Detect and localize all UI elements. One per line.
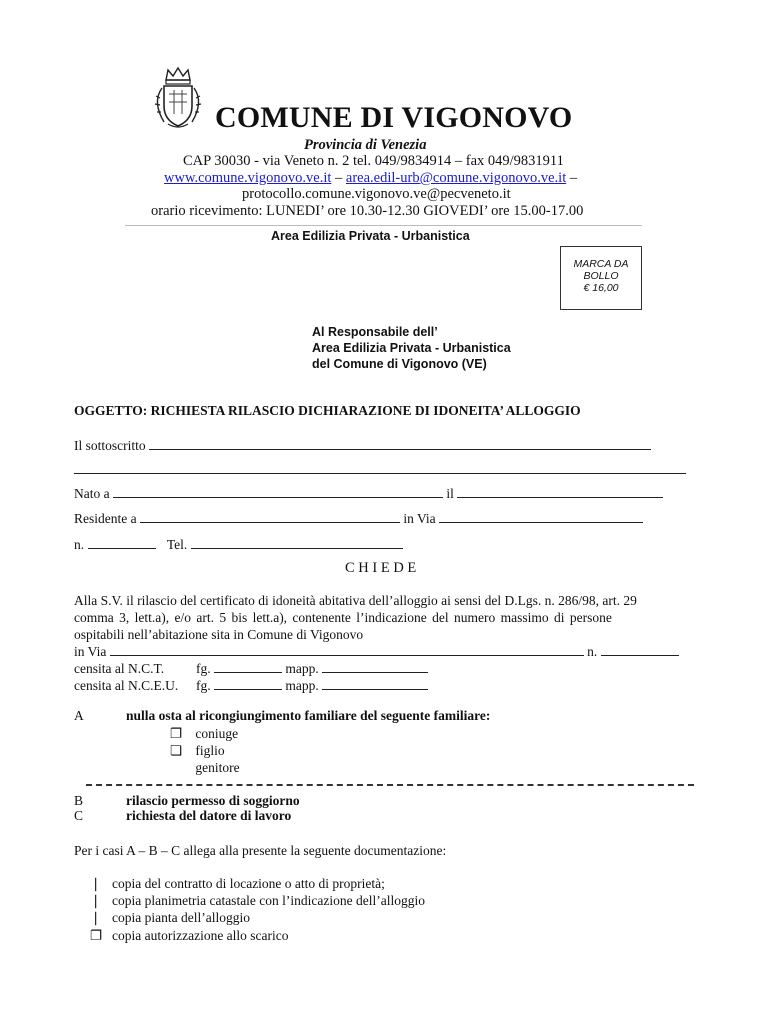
checkbox-icon[interactable]: ❏ (170, 743, 183, 758)
field-label: mapp. (285, 661, 319, 676)
option-a-choice[interactable] (170, 743, 225, 759)
stamp-line: BOLLO (583, 270, 619, 282)
option-b-letter: B (74, 793, 84, 808)
stamp-line: MARCA DA (573, 258, 629, 270)
request-heading: C H I E D E (345, 560, 417, 576)
field-label: il (446, 486, 454, 501)
checkbox-icon[interactable]: ❘ (90, 910, 102, 925)
residence-street-field[interactable] (439, 510, 643, 523)
stamp-line: € 16,00 (583, 282, 619, 294)
option-c-label: richiesta del datore di lavoro (126, 808, 292, 823)
email-link[interactable]: area.edil-urb@comune.vigonovo.ve.it (345, 170, 567, 186)
choice-label: coniuge (195, 726, 239, 741)
attachment-item[interactable] (90, 910, 250, 926)
attachment-item[interactable] (90, 928, 289, 944)
option-a-choice[interactable] (170, 760, 240, 776)
field-label: Tel. (166, 537, 188, 552)
residence-city-field[interactable] (140, 510, 400, 523)
checkbox-icon[interactable]: ❘ (90, 876, 102, 891)
attachment-item[interactable] (90, 893, 425, 909)
nct-row (74, 660, 428, 677)
undersigned-row (74, 437, 651, 454)
field-label: censita al N.C.T. (74, 661, 165, 676)
attachment-label: copia autorizzazione allo scarico (112, 928, 289, 943)
body-line: ospitabili nell’abitazione sita in Comune di Vigonovo (74, 627, 364, 642)
option-a-choice[interactable] (170, 726, 238, 742)
checkbox-icon[interactable]: ❐ (170, 726, 183, 741)
field-label: fg. (196, 678, 211, 693)
field-label: n. (74, 537, 85, 552)
nct-parcel-field[interactable] (322, 660, 428, 673)
residence-row (74, 510, 643, 527)
contact-line (164, 170, 577, 187)
field-label: censita al N.C.E.U. (74, 678, 179, 693)
field-label: mapp. (285, 678, 319, 693)
choice-label: genitore (195, 760, 240, 775)
nceu-parcel-field[interactable] (322, 677, 428, 690)
property-street-field[interactable] (110, 643, 584, 656)
birth-row (74, 485, 663, 502)
body-line: Alla S.V. il rilascio del certificato di idoneità abitativa dell’alloggio ai sensi del D.Lgs. n. 286/98, art. 29 (74, 593, 637, 608)
field-label: n. (587, 644, 598, 659)
body-paragraph (74, 592, 637, 643)
property-number-field[interactable] (601, 643, 679, 656)
house-number-field[interactable] (88, 536, 156, 549)
header-divider (125, 225, 642, 226)
page-title: COMUNE DI VIGONOVO (215, 101, 573, 134)
field-label: Nato a (74, 486, 110, 501)
choice-label: figlio (195, 743, 225, 758)
recipient-block (312, 324, 511, 372)
attachment-item[interactable] (90, 876, 385, 892)
address-line: CAP 30030 - via Veneto n. 2 tel. 049/9834914 – fax 049/9831911 (183, 153, 564, 169)
attachment-label: copia del contratto di locazione o atto di proprietà; (112, 876, 385, 891)
website-link[interactable]: www.comune.vigonovo.ve.it (164, 170, 332, 186)
birthplace-field[interactable] (113, 485, 443, 498)
option-b-label: rilascio permesso di soggiorno (126, 793, 300, 808)
subject-line: OGGETTO: RICHIESTA RILASCIO DICHIARAZIONE DI IDONEITA’ ALLOGGIO (74, 403, 581, 418)
attachments-intro: Per i casi A – B – C allega alla presente la seguente documentazione: (74, 843, 447, 858)
birthdate-field[interactable] (457, 485, 663, 498)
field-label: Il sottoscritto (74, 438, 146, 453)
office-hours: orario ricevimento: LUNEDI’ ore 10.30-12.30 GIOVEDI’ ore 15.00-17.00 (151, 203, 584, 219)
field-label: in Via (403, 511, 436, 526)
nceu-sheet-field[interactable] (214, 677, 282, 690)
field-label: fg. (196, 661, 211, 676)
undersigned-field-continuation[interactable] (74, 473, 686, 474)
option-a-letter: A (74, 708, 84, 723)
pec-address: protocollo.comune.vigonovo.ve@pecveneto.it (242, 186, 511, 202)
recipient-line: del Comune di Vigonovo (VE) (312, 357, 487, 371)
department-label: Area Edilizia Privata - Urbanistica (271, 229, 470, 243)
number-phone-row (74, 536, 403, 553)
separator: – (331, 170, 346, 186)
separator: – (566, 170, 578, 186)
undersigned-field[interactable] (149, 437, 651, 450)
dashed-divider (86, 784, 694, 786)
option-a-label: nulla osta al ricongiungimento familiare del seguente familiare: (126, 708, 491, 723)
field-label: Residente a (74, 511, 137, 526)
recipient-line: Area Edilizia Privata - Urbanistica (312, 341, 511, 355)
attachment-label: copia pianta dell’alloggio (112, 910, 250, 925)
phone-field[interactable] (191, 536, 403, 549)
province-label: Provincia di Venezia (304, 137, 427, 153)
field-label: in Via (74, 644, 107, 659)
body-line: comma 3, lett.a), e/o art. 5 bis lett.a), contenente l’indicazione del numero massimo di persone (74, 610, 612, 625)
recipient-line: Al Responsabile dell’ (312, 325, 438, 339)
option-c-letter: C (74, 808, 84, 823)
property-street-row (74, 643, 679, 660)
checkbox-icon[interactable]: ❘ (90, 893, 102, 908)
nct-sheet-field[interactable] (214, 660, 282, 673)
revenue-stamp-box (560, 246, 642, 310)
nceu-row (74, 677, 428, 694)
checkbox-icon[interactable]: ❐ (90, 928, 103, 943)
municipal-crest-icon (150, 66, 206, 130)
attachment-label: copia planimetria catastale con l’indicazione dell’alloggio (112, 893, 425, 908)
